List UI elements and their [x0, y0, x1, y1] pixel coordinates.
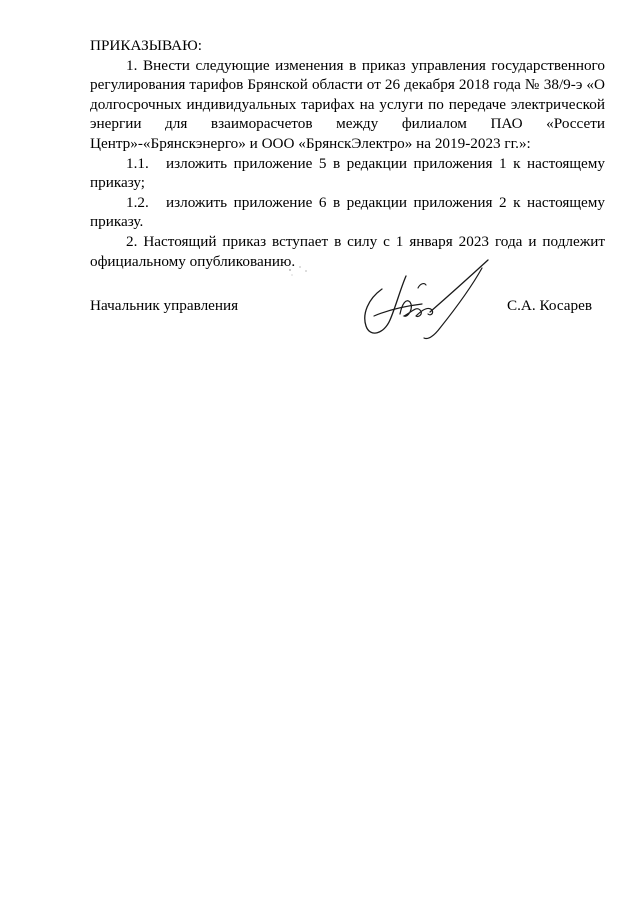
order-item-1: 1. Внести следующие изменения в приказ управления государственного регулирования тарифов Брянской области от 26 декабря 2018 года № 38/9-э «О долгосрочных индивидуальных тарифах на услуги по передаче электрической энергии для взаиморасчетов между филиалом ПАО «Россети Центр»-«Брянскэнерго» и ООО «БрянскЭлектро» на 2019-2023 гг.»:	[90, 56, 605, 152]
signer-name: С.А. Косарев	[506, 297, 592, 314]
order-item-1-1-text: изложить приложение 5 в редакции приложения 1 к настоящему приказу;	[90, 154, 605, 192]
order-text	[90, 36, 605, 271]
order-item-1-1	[90, 154, 605, 193]
order-item-1-2	[90, 193, 605, 232]
order-item-2: 2. Настоящий приказ вступает в силу с 1 января 2023 года и подлежит официальному опубликованию.	[90, 232, 605, 270]
order-item-1-1-number: 1.1.	[126, 154, 149, 172]
signature-row	[90, 296, 605, 316]
order-item-1-2-number: 1.2.	[126, 193, 149, 211]
scan-speck-marks	[280, 262, 320, 278]
signer-position: Начальник управления	[90, 297, 239, 314]
order-item-1-2-text: изложить приложение 6 в редакции приложения 2 к настоящему приказу.	[90, 193, 605, 231]
order-heading: ПРИКАЗЫВАЮ:	[90, 37, 202, 54]
